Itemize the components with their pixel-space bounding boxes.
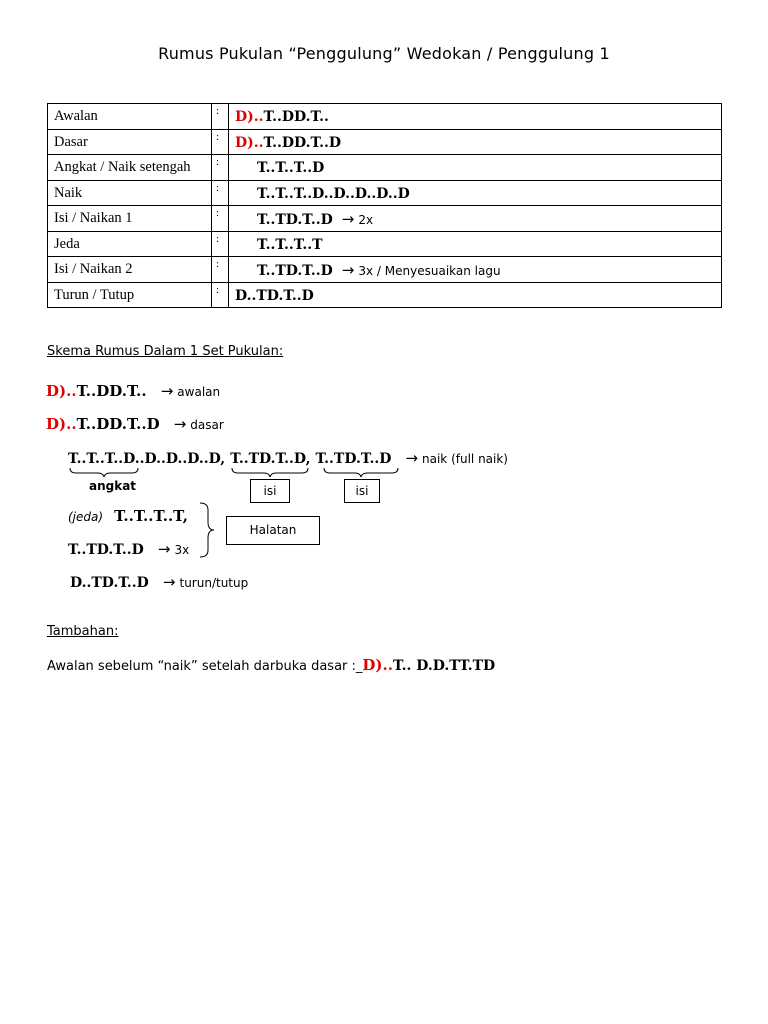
arrow-icon: →	[405, 449, 419, 467]
row-colon: :	[212, 180, 229, 206]
row-colon: :	[212, 257, 229, 283]
value-red: D)..	[235, 134, 264, 151]
awalan-red: D)..	[46, 382, 77, 400]
naik-note: naik (full naik)	[422, 452, 508, 466]
value-seq: T..TD.T..D	[257, 212, 333, 229]
value-seq: T..T..T..D..D..D..D..D	[257, 185, 410, 202]
dasar-note: dasar	[190, 418, 224, 432]
arrow-icon: →	[157, 540, 171, 558]
value-seq: D..TD.T..D	[235, 287, 314, 304]
tambahan-heading: Tambahan:	[47, 624, 119, 639]
naik-isi1-seq: T..TD.T..D	[230, 451, 306, 467]
angkat-label: angkat	[89, 479, 137, 493]
isi-box-2: isi	[344, 479, 380, 503]
row-name: Dasar	[48, 129, 212, 155]
naik-angkat-seq: T..T..T..D	[68, 451, 135, 467]
jeda-seq: T..T..T..T,	[114, 507, 188, 525]
schema-heading: Skema Rumus Dalam 1 Set Pukulan:	[47, 344, 284, 359]
arrow-icon: →	[173, 415, 187, 433]
row-name: Naik	[48, 180, 212, 206]
isi-seq: T..TD.T..D	[68, 542, 144, 558]
value-seq: T..DD.T..	[263, 109, 329, 126]
row-colon: :	[212, 231, 229, 257]
value-red: D)..	[235, 109, 264, 126]
tambahan-seq: T.. D.D.TT.TD	[392, 658, 496, 674]
value-seq: T..TD.T..D	[257, 263, 333, 280]
value-note: 3x / Menyesuaikan lagu	[358, 264, 501, 279]
naik-d-seq: ..D..D..D..D,	[134, 451, 226, 467]
page-title: Rumus Pukulan “Penggulung” Wedokan / Penggulung 1	[158, 44, 610, 63]
value-note: 2x	[358, 213, 374, 228]
tambahan-line	[47, 655, 495, 674]
value-seq: T..T..T..T	[257, 236, 323, 253]
isi-box-1: isi	[250, 479, 290, 503]
row-name: Turun / Tutup	[48, 282, 212, 308]
naik-sep: ,	[305, 451, 311, 467]
schema-isi-line	[68, 539, 189, 558]
row-colon: :	[212, 282, 229, 308]
arrow-icon: →	[160, 382, 174, 400]
row-name: Isi / Naikan 1	[48, 206, 212, 232]
dasar-seq: T..DD.T..D	[76, 415, 160, 433]
dasar-red: D)..	[46, 415, 77, 433]
tambahan-red: D)..	[362, 656, 393, 674]
jeda-label: (jeda)	[68, 510, 104, 524]
halatan-box: Halatan	[226, 516, 320, 545]
arrow-icon: →	[341, 261, 355, 280]
value-seq: T..DD.T..D	[263, 134, 342, 151]
row-name: Isi / Naikan 2	[48, 257, 212, 283]
row-name: Awalan	[48, 104, 212, 130]
row-name: Jeda	[48, 231, 212, 257]
isi-note: 3x	[174, 543, 190, 557]
row-colon: :	[212, 155, 229, 181]
turun-seq: D..TD.T..D	[70, 575, 149, 591]
row-colon: :	[212, 104, 229, 130]
schema-jeda-line	[68, 506, 188, 525]
naik-isi2-seq: T..TD.T..D	[315, 451, 392, 467]
schema-turun-line	[70, 572, 248, 591]
row-name: Angkat / Naik setengah	[48, 155, 212, 181]
awalan-seq: T..DD.T..	[76, 382, 147, 400]
row-colon: :	[212, 206, 229, 232]
awalan-note: awalan	[177, 385, 221, 399]
value-seq: T..T..T..D	[257, 160, 325, 177]
turun-note: turun/tutup	[179, 576, 249, 590]
arrow-icon: →	[341, 210, 355, 229]
row-colon: :	[212, 129, 229, 155]
arrow-icon: →	[162, 573, 176, 591]
tambahan-text: Awalan sebelum “naik” setelah darbuka dasar :_	[47, 659, 363, 674]
